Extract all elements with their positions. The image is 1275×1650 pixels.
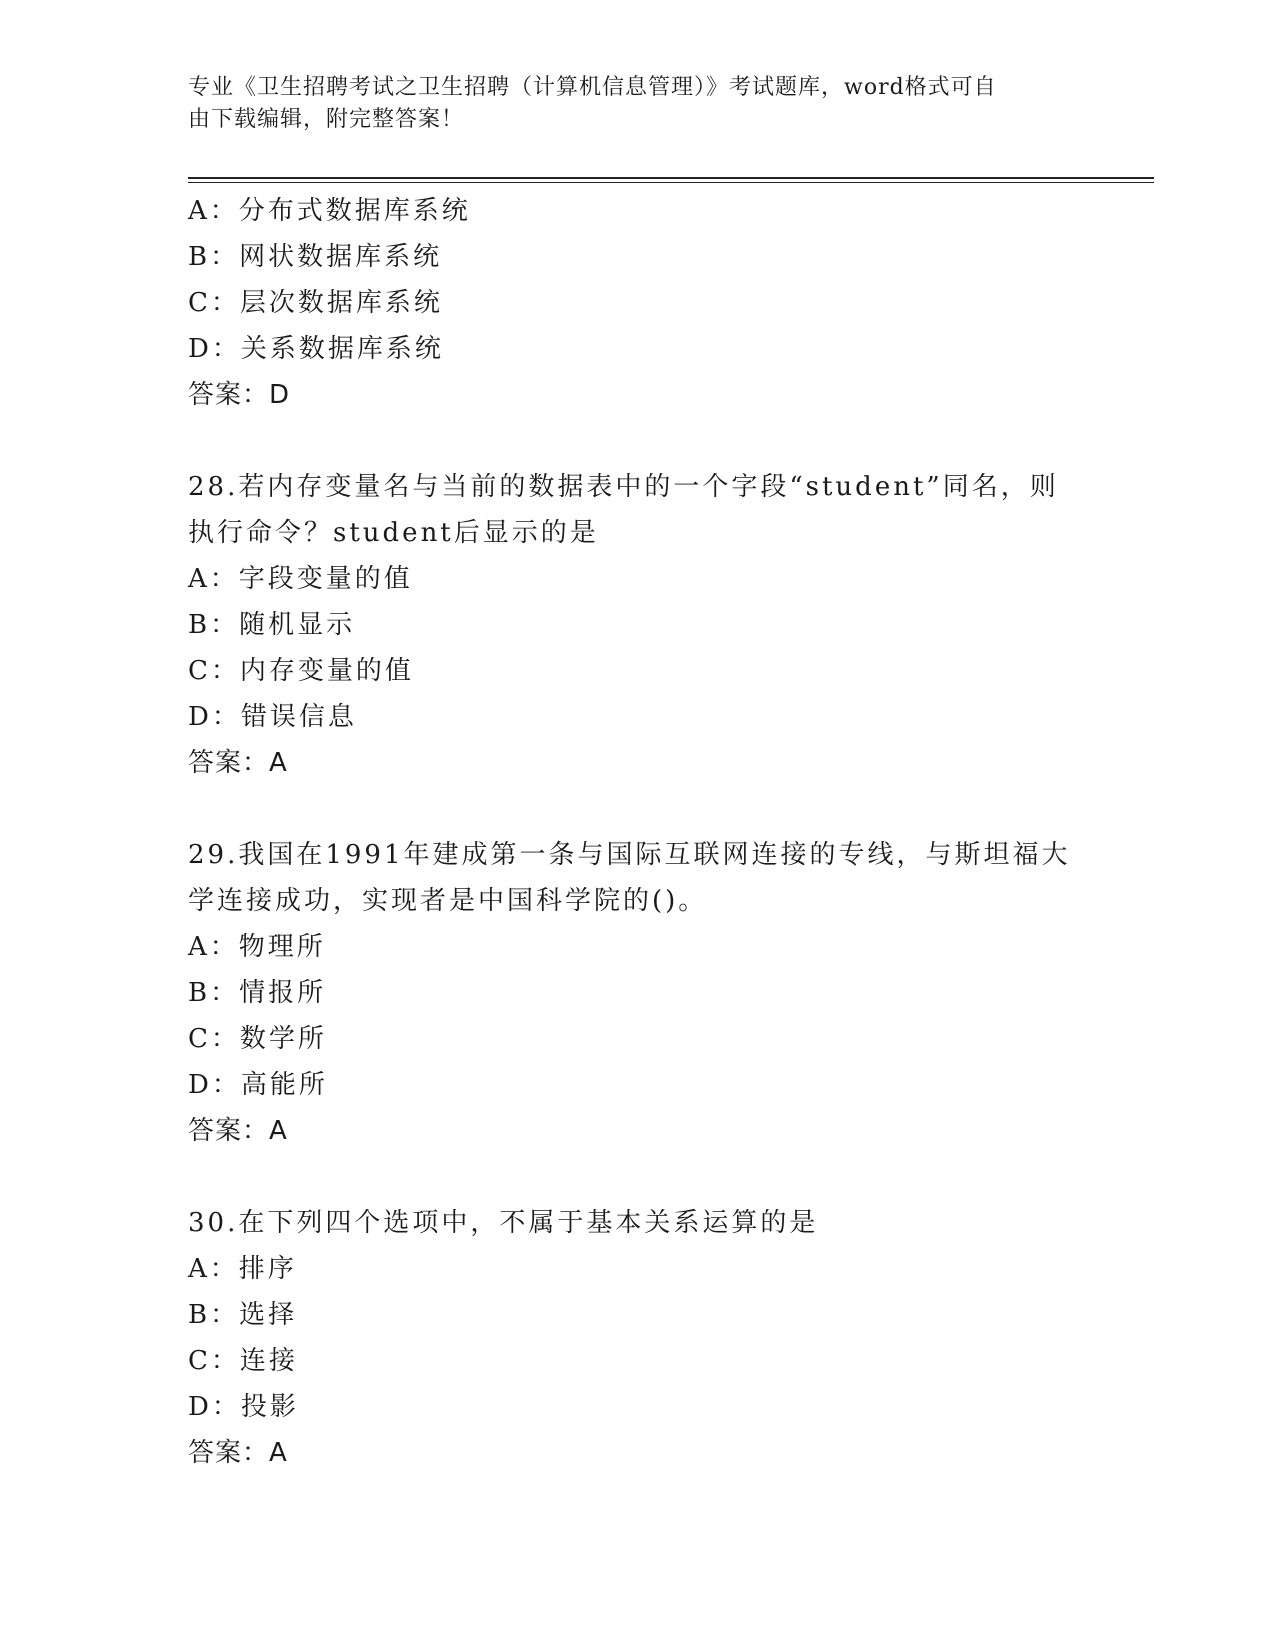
spacer: [188, 1154, 1088, 1200]
option-c: C：数学所: [188, 1024, 327, 1054]
question-stem-line-2: 学连接成功，实现者是中国科学院的()。: [188, 886, 708, 916]
option-c: C：内存变量的值: [188, 656, 414, 686]
option-d: D：投影: [188, 1392, 299, 1422]
option-a: A：字段变量的值: [188, 564, 413, 594]
option-b: B：选择: [188, 1300, 298, 1330]
document-header: [188, 72, 1068, 136]
spacer: [188, 418, 1088, 464]
option-c: C：连接: [188, 1346, 298, 1376]
option-c: C：层次数据库系统: [188, 288, 443, 318]
option-b: B：情报所: [188, 978, 327, 1008]
option-d: D：错误信息: [188, 702, 357, 732]
option-b: B：随机显示: [188, 610, 356, 640]
option-b: B：网状数据库系统: [188, 242, 443, 272]
question-30: [188, 1200, 1088, 1476]
option-a: A：分布式数据库系统: [188, 196, 471, 226]
option-d: D：高能所: [188, 1070, 328, 1100]
answer: 答案：A: [188, 1116, 288, 1146]
header-rule-thin: [188, 182, 1154, 183]
answer: 答案：D: [188, 380, 291, 410]
question-stem-line-1: 28.若内存变量名与当前的数据表中的一个字段“student”同名，则: [188, 472, 1059, 502]
question-stem-line-1: 29.我国在1991年建成第一条与国际互联网连接的专线，与斯坦福大: [188, 840, 1071, 870]
question-stem-line-1: 30.在下列四个选项中，不属于基本关系运算的是: [188, 1208, 819, 1238]
header-line-2: 由下载编辑，附完整答案！: [188, 107, 465, 132]
header-rule-thick: [188, 177, 1154, 179]
option-a: A：排序: [188, 1254, 297, 1284]
question-stem-line-2: 执行命令？student后显示的是: [188, 518, 599, 548]
option-a: A：物理所: [188, 932, 326, 962]
answer: 答案：A: [188, 1438, 288, 1468]
question-27: [188, 188, 1088, 418]
header-line-1: 专业《卫生招聘考试之卫生招聘（计算机信息管理）》考试题库，word格式可自: [188, 75, 997, 100]
option-d: D：关系数据库系统: [188, 334, 444, 364]
answer: 答案：A: [188, 748, 288, 778]
question-28: [188, 464, 1088, 786]
question-29: [188, 832, 1088, 1154]
spacer: [188, 786, 1088, 832]
question-list: [188, 188, 1088, 1476]
